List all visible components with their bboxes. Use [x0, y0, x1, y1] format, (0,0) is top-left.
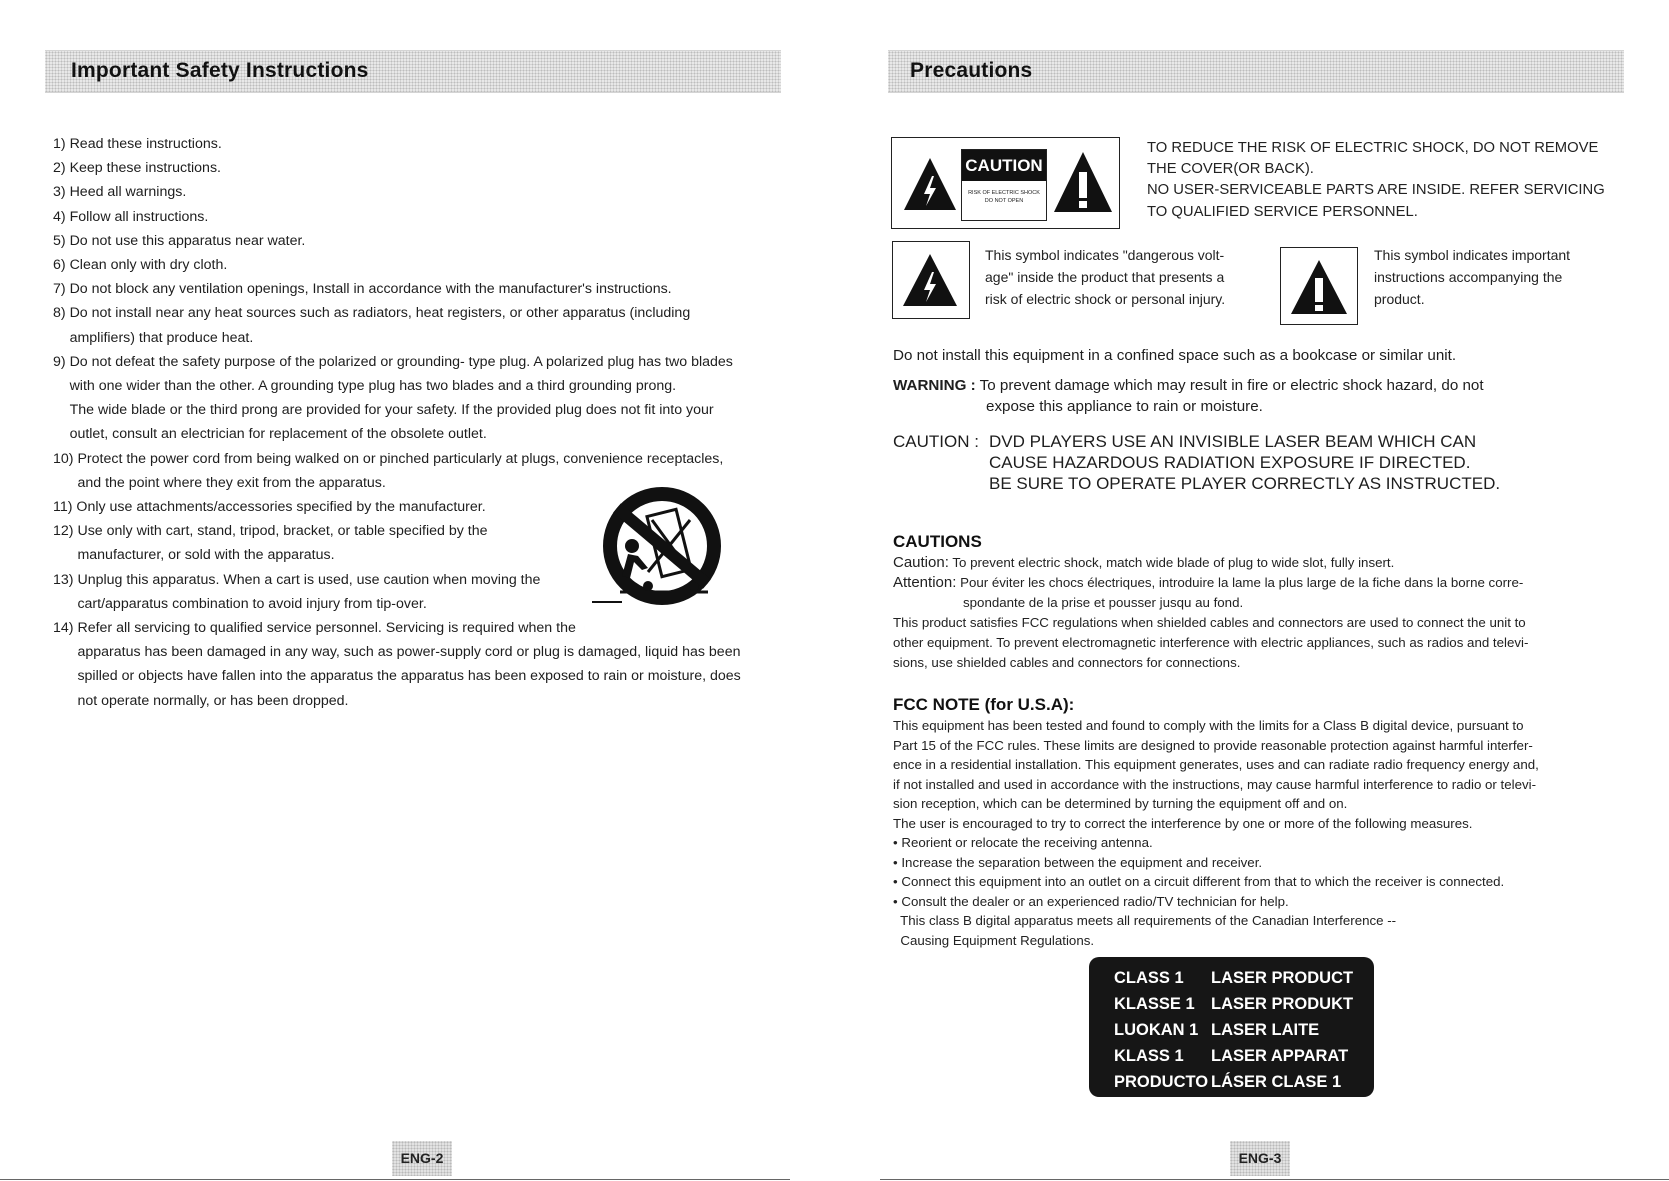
- voltage-desc-line: This symbol indicates "dangerous volt-: [985, 247, 1225, 263]
- instruction-number: 5): [53, 232, 70, 249]
- laser-class-row: [1114, 1043, 1374, 1069]
- fcc-note-heading: FCC NOTE (for U.S.A):: [893, 695, 1075, 714]
- instruction-number: 4): [53, 208, 70, 225]
- voltage-symbol-description: [985, 244, 1225, 310]
- caution-sticker: [961, 149, 1047, 221]
- fcc-shielded-line: other equipment. To prevent electromagnetic interference with electric appliances, such as radios and televi-: [893, 635, 1529, 650]
- important-symbol-description: [1374, 244, 1570, 310]
- instruction-text: Heed all warnings.: [69, 184, 187, 201]
- lightning-triangle-icon: [902, 156, 958, 212]
- warning-label: WARNING :: [893, 377, 976, 394]
- right-page-banner: [888, 50, 1624, 93]
- fcc-note-line: The user is encouraged to try to correct the interference by one or more of the following measures.: [893, 815, 1473, 831]
- page-title-safety: Important Safety Instructions: [71, 59, 369, 82]
- instruction-number: 2): [53, 160, 70, 177]
- safety-instruction-item: [53, 253, 768, 277]
- safety-instruction-item: [53, 205, 768, 229]
- laser-caution-line: DVD PLAYERS USE AN INVISIBLE LASER BEAM WHICH CAN: [989, 432, 1477, 451]
- attention-text-1: Pour éviter les chocs électriques, introduire la lame la plus large de la fiche dans la borne corre-: [960, 575, 1524, 590]
- safety-instruction-item: [53, 132, 768, 156]
- shock-warning-line: NO USER-SERVICEABLE PARTS ARE INSIDE. REFER SERVICING: [1147, 182, 1605, 199]
- laser-class-row: [1114, 965, 1374, 991]
- instruction-text: Read these instructions.: [69, 136, 222, 152]
- instruction-number: 1): [53, 136, 70, 152]
- instruction-text: Use only with cart, stand, tripod, bracket, or table specified by the manufacturer, or sold with the apparatus.: [77, 523, 488, 564]
- shock-warning-line: TO QUALIFIED SERVICE PERSONNEL.: [1147, 203, 1418, 220]
- attention-label: Attention:: [893, 574, 957, 591]
- safety-instruction-item: [53, 301, 768, 349]
- fcc-shielded-line: sions, use shielded cables and connectors for connections.: [893, 655, 1241, 670]
- laser-class-value: LASER LAITE: [1211, 1021, 1320, 1039]
- caution-sticker-line-2: DO NOT OPEN: [984, 198, 1024, 204]
- laser-caution-line: BE SURE TO OPERATE PLAYER CORRECTLY AS INSTRUCTED.: [989, 474, 1501, 493]
- laser-class-key: PRODUCTO: [1114, 1073, 1209, 1091]
- bottom-rule-left: [0, 1179, 790, 1180]
- instruction-number: 11): [53, 499, 77, 516]
- instruction-number: 14): [53, 620, 78, 637]
- laser-class-row: [1114, 991, 1374, 1017]
- instruction-number: 13): [53, 571, 78, 588]
- caution-sticker-line-1: RISK OF ELECTRIC SHOCK: [968, 190, 1040, 196]
- page-number-left: ENG-2: [392, 1141, 452, 1176]
- voltage-desc-line: age" inside the product that presents a: [985, 269, 1225, 285]
- shock-warning-text: [1147, 138, 1605, 223]
- shock-warning-line: TO REDUCE THE RISK OF ELECTRIC SHOCK, DO NOT REMOVE: [1147, 140, 1599, 156]
- important-desc-line: This symbol indicates important: [1374, 247, 1571, 263]
- important-desc-line: instructions accompanying the: [1374, 269, 1563, 285]
- warning-text-2: expose this appliance to rain or moisture.: [986, 398, 1263, 415]
- instruction-text: Do not use this apparatus near water.: [69, 232, 306, 249]
- voltage-symbol-box: [892, 241, 970, 319]
- warning-paragraph: [893, 375, 1484, 417]
- instruction-text: Refer all servicing to qualified service personnel. Servicing is required when the apparatus has been damaged in any way, such as power-supply cord or plug is damaged, liquid has been spilled or objects have fallen into the apparatus the apparatus has been exposed to rain or moisture, does not operate normally, or has been dropped.: [77, 620, 741, 709]
- fcc-note-line: Part 15 of the FCC rules. These limits are designed to provide reasonable protection against harmful interfer-: [893, 737, 1533, 753]
- instruction-number: 9): [53, 353, 70, 370]
- instruction-text: Protect the power cord from being walked on or pinched particularly at plugs, convenience receptacles, and the point where they exit from the apparatus.: [77, 450, 724, 491]
- cautions-heading: CAUTIONS: [893, 532, 982, 551]
- safety-instructions-list: [53, 132, 768, 713]
- fcc-note-line: This equipment has been tested and found to comply with the limits for a Class B digital device, pursuant to: [893, 718, 1524, 733]
- fcc-note-line: if not installed and used in accordance with the instructions, may cause harmful interference to radio or televi-: [893, 776, 1537, 792]
- laser-class-row: [1114, 1017, 1374, 1043]
- cart-tip-over-warning-icon: [592, 480, 732, 614]
- install-note: Do not install this equipment in a confined space such as a bookcase or similar unit.: [893, 347, 1457, 364]
- laser-class-value: LASER PRODUCT: [1211, 969, 1354, 987]
- instruction-number: 12): [53, 523, 78, 540]
- caution-sticker-title: CAUTION: [962, 150, 1046, 181]
- fcc-shielded-line: This product satisfies FCC regulations when shielded cables and connectors are used to connect the unit to: [893, 615, 1526, 630]
- instruction-text: Keep these instructions.: [69, 160, 221, 177]
- fcc-note-line: • Reorient or relocate the receiving antenna.: [893, 835, 1153, 850]
- instruction-text: Clean only with dry cloth.: [69, 257, 228, 274]
- fcc-note-body: [893, 716, 1623, 950]
- instruction-number: 8): [53, 305, 70, 322]
- instruction-text: Only use attachments/accessories specified by the manufacturer.: [76, 499, 486, 516]
- cautions-section: [893, 553, 1623, 673]
- safety-instruction-item: [53, 229, 768, 253]
- fcc-note-line: • Consult the dealer or an experienced radio/TV technician for help.: [893, 893, 1289, 909]
- safety-instruction-item: [53, 180, 768, 204]
- instruction-text: Do not install near any heat sources such as radiators, heat registers, or other apparatus (including amplifiers) that produce heat.: [69, 305, 691, 346]
- fcc-note-line: This class B digital apparatus meets all requirements of the Canadian Interference --: [893, 913, 1397, 928]
- laser-class-value: LASER APPARAT: [1211, 1047, 1349, 1065]
- important-desc-line: product.: [1374, 291, 1425, 307]
- laser-class-row: [1114, 1069, 1374, 1095]
- instruction-number: 3): [53, 184, 70, 201]
- fcc-note-line: sion reception, which can be determined by turning the equipment off and on.: [893, 796, 1348, 811]
- laser-class-value: LASER PRODUKT: [1211, 995, 1354, 1013]
- laser-class-key: CLASS 1: [1114, 969, 1184, 987]
- instruction-text: Do not block any ventilation openings, Install in accordance with the manufacturer's instructions.: [69, 281, 672, 298]
- attention-text-2: spondante de la prise et pousser jusqu au fond.: [963, 595, 1244, 610]
- shock-warning-line: THE COVER(OR BACK).: [1147, 161, 1314, 178]
- voltage-desc-line: risk of electric shock or personal injury.: [985, 291, 1226, 307]
- laser-caution: [893, 431, 1500, 494]
- laser-class-label: [1089, 957, 1374, 1097]
- laser-caution-line: CAUSE HAZARDOUS RADIATION EXPOSURE IF DIRECTED.: [989, 453, 1471, 472]
- warning-text-1: To prevent damage which may result in fire or electric shock hazard, do not: [979, 377, 1484, 394]
- laser-class-key: KLASSE 1: [1114, 995, 1195, 1013]
- exclamation-triangle-icon: [1052, 150, 1114, 214]
- laser-class-key: KLASS 1: [1114, 1047, 1184, 1065]
- caution-text: To prevent electric shock, match wide blade of plug to wide slot, fully insert.: [952, 555, 1395, 570]
- caution-label: Caution:: [893, 554, 949, 571]
- left-page-banner: [45, 50, 781, 93]
- fcc-note-line: • Increase the separation between the equipment and receiver.: [893, 854, 1263, 870]
- instruction-text: Do not defeat the safety purpose of the polarized or grounding- type plug. A polarized plug has two blades with one wider than the other. A grounding type plug has two blades and a third grounding prong. The wide blade or the third prong are provided for your safety. If the provided plug does not fit into your outlet, consult an electrician for replacement of the obsolete outlet.: [69, 353, 733, 443]
- fcc-note-line: Causing Equipment Regulations.: [893, 932, 1095, 948]
- safety-instruction-item: [53, 156, 768, 180]
- bottom-rule-right: [880, 1179, 1669, 1180]
- instruction-number: 6): [53, 257, 70, 274]
- exclamation-triangle-icon: [1289, 258, 1349, 316]
- fcc-note-line: • Connect this equipment into an outlet on a circuit different from that to which the receiver is connected.: [893, 874, 1505, 889]
- caution-label-box: [891, 137, 1120, 229]
- page-title-precautions: Precautions: [910, 59, 1033, 82]
- important-symbol-box: [1280, 247, 1358, 325]
- instruction-text: Unplug this apparatus. When a cart is used, use caution when moving the cart/apparatus combination to avoid injury from tip-over.: [77, 571, 541, 612]
- safety-instruction-item: [53, 277, 768, 301]
- safety-instruction-item: [53, 350, 768, 447]
- instruction-number: 7): [53, 281, 70, 298]
- instruction-text: Follow all instructions.: [69, 208, 209, 225]
- fcc-note-line: ence in a residential installation. This equipment generates, uses and can radiate radio frequency energy and,: [893, 757, 1539, 772]
- safety-instruction-item: [53, 616, 768, 713]
- instruction-number: 10): [53, 450, 78, 467]
- caution-label: CAUTION :: [893, 432, 979, 451]
- lightning-triangle-icon: [901, 252, 959, 308]
- page-number-right: ENG-3: [1230, 1141, 1290, 1176]
- laser-class-value: LÁSER CLASE 1: [1211, 1073, 1342, 1091]
- laser-class-key: LUOKAN 1: [1114, 1021, 1199, 1039]
